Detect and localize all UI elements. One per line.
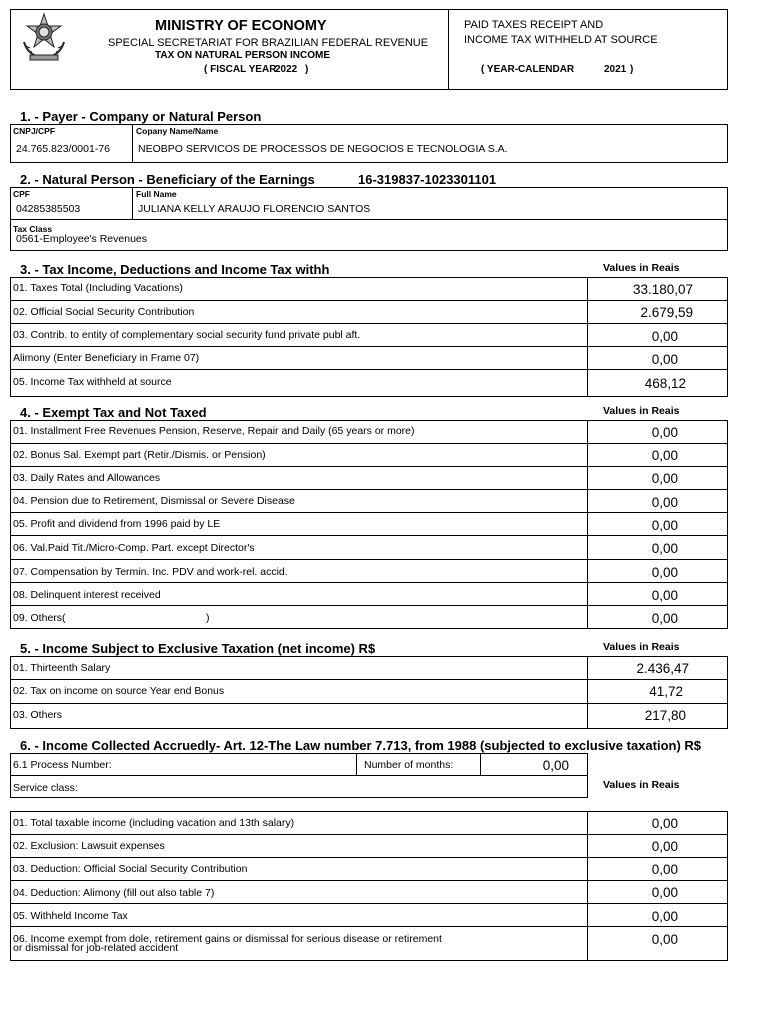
- cpf-value: 04285385503: [16, 203, 81, 215]
- section3-row-label: 01. Taxes Total (Including Vacations): [13, 282, 183, 294]
- section4-row-value: 0,00: [651, 518, 678, 533]
- section5-title: 5. - Income Subject to Exclusive Taxation (net income) R$: [20, 641, 376, 656]
- section5-values-header: Values in Reais: [603, 641, 680, 653]
- section6-title: 6. - Income Collected Accruedly- Art. 12-The Law number 7.713, from 1988 (subjected to exclusive taxation) R$: [20, 738, 702, 753]
- full-name-label: Full Name: [136, 189, 177, 199]
- section4-row-label: 09. Others(: [13, 612, 66, 624]
- section4-row-label: 03. Daily Rates and Allowances: [13, 472, 161, 484]
- section3-title: 3. - Tax Income, Deductions and Income Tax withh: [20, 262, 330, 277]
- section6-row-label: 01. Total taxable income (including vacation and 13th salary): [13, 817, 295, 829]
- section4-row-label: 01. Installment Free Revenues Pension, Reserve, Repair and Daily (65 years or more): [13, 425, 415, 437]
- section4-row-value: 0,00: [651, 471, 678, 486]
- company-name-value: NEOBPO SERVICOS DE PROCESSOS DE NEGOCIOS E TECNOLOGIA S.A.: [138, 143, 508, 155]
- section3-row-label: Alimony (Enter Beneficiary in Frame 07): [13, 352, 200, 364]
- section4-row-value: 0,00: [651, 565, 678, 580]
- section4-row-value: 0,00: [651, 425, 678, 440]
- section4-row-label: 05. Profit and dividend from 1996 paid by LE: [13, 518, 221, 530]
- section5-row-label: 02. Tax on income on source Year end Bonus: [13, 685, 225, 697]
- section6-row-value: 0,00: [651, 862, 678, 877]
- section3-row-value: 0,00: [651, 352, 678, 367]
- section2-title: 2. - Natural Person - Beneficiary of the Earnings: [20, 172, 315, 187]
- section4-row-value: 0,00: [651, 611, 678, 626]
- section4-title: 4. - Exempt Tax and Not Taxed: [20, 405, 207, 420]
- coat-of-arms-icon: [20, 12, 68, 62]
- header-box: [10, 9, 728, 90]
- section4-row-label: 04. Pension due to Retirement, Dismissal or Severe Disease: [13, 495, 295, 507]
- ministry-title: MINISTRY OF ECONOMY: [155, 18, 327, 34]
- beneficiary-code: 16-319837-1023301101: [358, 172, 497, 187]
- section3-row-value: 33.180,07: [632, 282, 693, 297]
- section1-title: 1. - Payer - Company or Natural Person: [20, 109, 262, 124]
- year-calendar-close: ): [630, 64, 634, 75]
- section5-row-value: 217,80: [644, 708, 686, 723]
- fiscal-year-close: ): [305, 64, 309, 75]
- tax-class-label: Tax Class: [13, 224, 53, 234]
- section4-row-label: 02. Bonus Sal. Exempt part (Retir./Dismis. or Pension): [13, 449, 266, 461]
- receipt-title-line1: PAID TAXES RECEIPT AND: [464, 19, 604, 31]
- section3-row-value: 468,12: [644, 376, 686, 391]
- section6-last-label-line2: or dismissal for job-related accident: [13, 942, 179, 954]
- fiscal-year-label: ( FISCAL YEAR: [204, 64, 277, 75]
- section4-row-value: 0,00: [651, 448, 678, 463]
- section6-row-label: 03. Deduction: Official Social Security Contribution: [13, 863, 248, 875]
- section6-row-value: 0,00: [651, 839, 678, 854]
- section4-values-header: Values in Reais: [603, 405, 680, 417]
- year-calendar-label: ( YEAR-CALENDAR: [481, 64, 575, 75]
- section6-row-value: 0,00: [651, 816, 678, 831]
- tax-class-value: 0561-Employee's Revenues: [16, 233, 147, 245]
- secretariat-title: SPECIAL SECRETARIAT FOR BRAZILIAN FEDERAL REVENUE: [108, 37, 429, 49]
- full-name-value: JULIANA KELLY ARAUJO FLORENCIO SANTOS: [138, 203, 371, 215]
- section4-row-value: 0,00: [651, 495, 678, 510]
- months-label: Number of months:: [364, 759, 454, 771]
- company-name-label: Copany Name/Name: [136, 126, 219, 136]
- cnpj-value: 24.765.823/0001-76: [16, 143, 111, 155]
- months-value: 0,00: [542, 758, 569, 773]
- receipt-title-line2: INCOME TAX WITHHELD AT SOURCE: [464, 34, 658, 46]
- section3-row-label: 02. Official Social Security Contribution: [13, 306, 195, 318]
- process-number-label: 6.1 Process Number:: [13, 759, 112, 771]
- section5-row-label: 01. Thirteenth Salary: [13, 662, 111, 674]
- section3-values-header: Values in Reais: [603, 262, 680, 274]
- section3-row-value: 2.679,59: [640, 305, 693, 320]
- section5-row-value: 41,72: [649, 684, 683, 699]
- section6-row-value: 0,00: [651, 885, 678, 900]
- section5-row-value: 2.436,47: [636, 661, 689, 676]
- fiscal-year-value: 2022: [275, 64, 298, 75]
- cnpj-label: CNPJ/CPF: [13, 126, 56, 136]
- section6-row-label: 04. Deduction: Alimony (fill out also table 7): [13, 887, 215, 899]
- section6-row-value: 0,00: [651, 909, 678, 924]
- year-calendar-value: 2021: [604, 64, 627, 75]
- others-close-paren: ): [206, 612, 210, 624]
- section6-row-label: 05. Withheld Income Tax: [13, 910, 128, 922]
- section3-row-value: 0,00: [651, 329, 678, 344]
- section3-row-label: 03. Contrib. to entity of complementary social security fund private publ aft.: [13, 329, 361, 341]
- section4-row-label: 06. Val.Paid Tit./Micro-Comp. Part. except Director's: [13, 542, 255, 554]
- section6-last-value: 0,00: [651, 932, 678, 947]
- tax-title: TAX ON NATURAL PERSON INCOME: [155, 50, 331, 61]
- section5-row-label: 03. Others: [13, 709, 63, 721]
- section4-row-label: 08. Delinquent interest received: [13, 589, 161, 601]
- service-class-label: Service class:: [13, 782, 78, 794]
- section4-row-value: 0,00: [651, 541, 678, 556]
- cpf-label: CPF: [13, 189, 30, 199]
- section6-row-label: 02. Exclusion: Lawsuit expenses: [13, 840, 165, 852]
- section6-last-label-line1: 06. Income exempt from dole, retirement gains or dismissal for serious disease or retirement: [13, 933, 442, 945]
- section3-row-label: 05. Income Tax withheld at source: [13, 376, 172, 388]
- section4-row-label: 07. Compensation by Termin. Inc. PDV and work-rel. accid.: [13, 566, 288, 578]
- section6-values-header: Values in Reais: [603, 779, 680, 791]
- section4-row-value: 0,00: [651, 588, 678, 603]
